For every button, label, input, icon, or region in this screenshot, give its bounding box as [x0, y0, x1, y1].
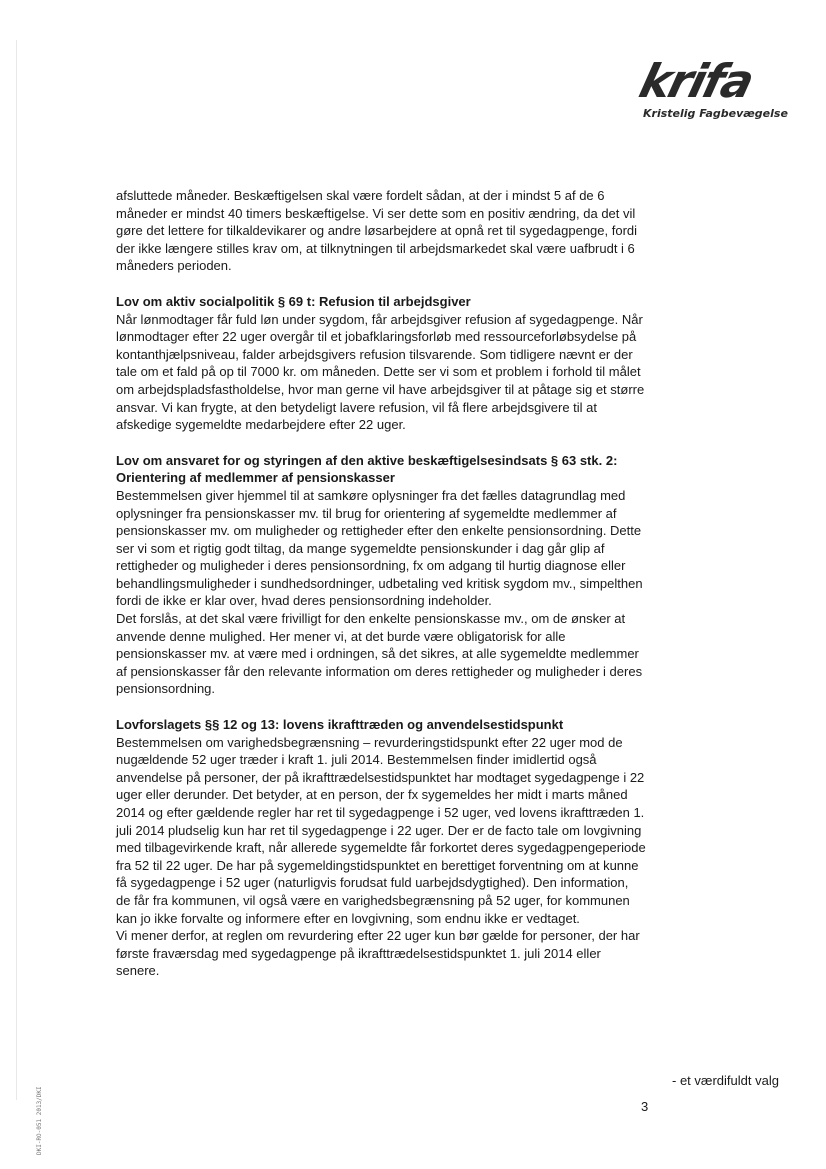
section-heading: Lov om ansvaret for og styringen af den aktive beskæftigelsesindsats § 63 stk. 2: Orientering af medlemmer af pensionskasser — [116, 452, 618, 486]
opening-paragraph: afsluttede måneder. Beskæftigelsen skal være fordelt sådan, at der i mindst 5 af de 6 måneder er mindst 40 timers beskæftigelse. Vi ser dette som en positiv ændring, da det vil gøre det lettere for tilkaldevikarer og andre løsarbejdere at opnå ret til sygedagpenge, fordi der ikke længere stilles krav om, at tilknytningen til arbejdsmarkedet skal være uafbrudt i 6 måneders perioden. — [116, 188, 638, 274]
margin-print-code: DKI-RO-051 2013/DKI — [36, 1086, 43, 1155]
section-paragraph: Vi mener derfor, at reglen om revurdering efter 22 uger kun bør gælde for personer, der har første fraværsdag med sygedagpenge på ikrafttrædelsestidspunktet 1. juli 2014 eller senere. — [116, 928, 640, 979]
section-heading: Lovforslagets §§ 12 og 13: lovens ikrafttræden og anvendelsestidspunkt — [116, 717, 564, 733]
krifa-logo — [634, 54, 791, 124]
letter-body — [116, 187, 646, 980]
section-heading: Lov om aktiv socialpolitik § 69 t: Refusion til arbejdsgiver — [116, 293, 471, 309]
section-paragraph: Det forslås, at det skal være frivilligt for den enkelte pensionskasse mv., om de ønsker at anvende denne mulighed. Her mener vi, at det burde være obligatorisk for alle pensionskasser mv. at være med i ordningen, så det sikres, at alle sygemeldte medlemmer af pensionskasser får den relevante information om deres rettigheder og muligheder i deres pensionsordning. — [116, 611, 643, 697]
section-paragraph: Bestemmelsen om varighedsbegrænsning – revurderingstidspunkt efter 22 uger mod de nugældende 52 uger træder i kraft 1. juli 2014. Bestemmelsen finder imidlertid også anvendelse på personer, der på ikrafttrædelsestidspunktet har modtaget sygedagpenge i 22 uger eller derunder. Det betyder, at en person, der fx sygemeldes her midt i marts måned 2014 og efter gældende regler har ret til sygedagpenge i 52 uger, ved lovens ikrafttræden 1. juli 2014 pludselig kun har ret til sygedagpenge i 22 uger. Der er de facto tale om lovgivning med tilbagevirkende kraft, når allerede sygemeldte får forkortet deres sygedagpengeperiode fra 52 til 22 uger. De har på sygemeldingstidspunktet en berettiget forventning om at kunne få sygedagpenge i 52 uger (naturligvis forudsat fuld uarbejdsdygtighed). Den information, de får fra kommunen, vil også være en varighedsbegrænsning på 52 uger, for kommunen kan jo ikke forvalte og informere efter en lovgivning, som endnu ikke er vedtaget. — [116, 734, 646, 926]
section-paragraph: Bestemmelsen giver hjemmel til at samkøre oplysninger fra det fælles datagrundlag med oplysninger fra pensionskasser mv. til brug for orientering af sygemeldte medlemmer af pensionskasser mv. om muligheder og rettigheder efter den enkelte pensionsordning. Dette ser vi som et rigtig godt tiltag, da mange sygemeldte pensionskunder i dag går glip af rettigheder og muligheder i deres pensionsordning, fx om adgang til hurtig diagnose eller behandlingsmuligheder i sundhedsordninger, udbetaling ved kritisk sygdom mv., simpelthen fordi de ikke er klar over, hvad deres pensionsordning indeholder. — [116, 487, 643, 609]
scan-edge-line — [16, 40, 17, 1100]
section-ikrafttraeden — [116, 716, 646, 980]
footer-tagline: - et værdifuldt valg — [672, 1073, 779, 1088]
logo-wordmark: krifa — [634, 54, 758, 108]
section-refusion — [116, 293, 646, 434]
section-paragraph: Når lønmodtager får fuld løn under sygdom, får arbejdsgiver refusion af sygedagpenge. Når lønmodtager efter 22 uger overgår til et jobafklaringsforløb med ressourceforløbsydelse på kontanthjælpsniveau, falder arbejdsgivers refusion tilsvarende. Som tidligere nævnt er der tale om et fald på op til 7000 kr. om måneden. Dette ser vi som et problem i forhold til målet om arbejdspladsfastholdelse, hvor man gerne vil have arbejdsgiver til at påtage sig et større ansvar. Vi kan frygte, at den betydeligt lavere refusion, vil få flere arbejdsgivere til at afskedige sygemeldte medarbejdere efter 22 uger. — [116, 311, 645, 433]
section-pensionskasser — [116, 452, 646, 698]
page-number: 3 — [641, 1099, 649, 1114]
logo-tagline: Kristelig Fagbevægelse — [643, 107, 788, 120]
